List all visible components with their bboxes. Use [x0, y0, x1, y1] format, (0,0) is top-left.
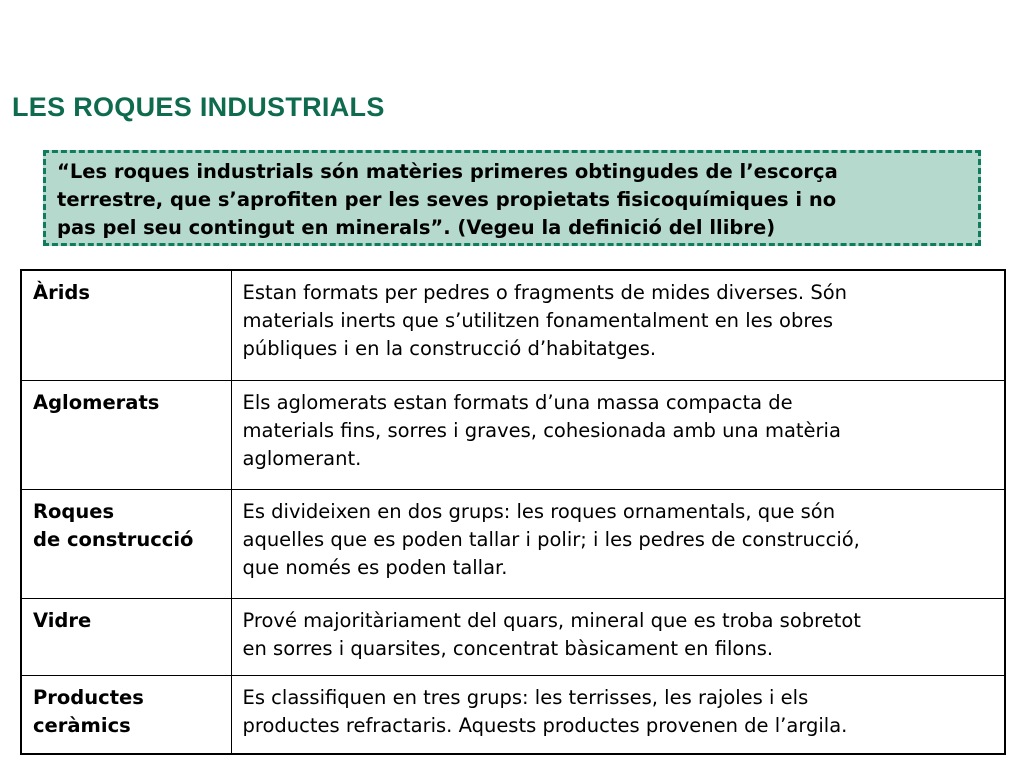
table-row-vidre	[21, 598, 1005, 675]
definition-line: aquelles que es poden tallar i polir; i les pedres de construcció,	[242, 527, 860, 551]
definition-cell	[231, 380, 1005, 489]
definition-line: públiques i en la construcció d’habitatges.	[242, 337, 657, 360]
quote-line: “Les roques industrials són matèries primeres obtingudes de l’escorça	[57, 160, 838, 183]
term-cell	[21, 598, 231, 675]
definition-cell	[231, 489, 1005, 598]
table-row-roques-construccio	[21, 489, 1005, 598]
term-label: Vidre	[33, 608, 92, 632]
term-cell	[21, 675, 231, 754]
definition-cell	[231, 675, 1005, 754]
definition-line: materials inerts que s’utilitzen fonamentalment en les obres	[242, 309, 834, 332]
term-label: de construcció	[33, 527, 194, 551]
term-label: Aglomerats	[33, 390, 160, 414]
term-label: Productes	[33, 685, 144, 709]
definition-cell	[231, 598, 1005, 675]
quote-line: pas pel seu contingut en minerals”. (Vegeu la definició del llibre)	[57, 216, 776, 239]
term-label: Roques	[33, 499, 115, 523]
table-row-arids	[21, 270, 1005, 380]
definition-line: Prové majoritàriament del quars, mineral que es troba sobretot	[242, 608, 861, 632]
term-cell	[21, 270, 231, 380]
table-row-aglomerats	[21, 380, 1005, 489]
term-cell	[21, 489, 231, 598]
definition-line: materials fins, sorres i graves, cohesionada amb una matèria	[242, 418, 841, 442]
definition-cell	[231, 270, 1005, 380]
table-row-productes-ceramics	[21, 675, 1005, 754]
rock-types-table	[20, 269, 1006, 755]
definition-line: que només es poden tallar.	[242, 555, 508, 579]
quote-line: terrestre, que s’aprofiten per les seves propietats fisicoquímiques i no	[57, 188, 837, 211]
definition-line: en sorres i quarsites, concentrat bàsicament en filons.	[242, 636, 774, 660]
definition-quote-box	[43, 150, 981, 246]
definition-line: Es classifiquen en tres grups: les terrisses, les rajoles i els	[242, 685, 809, 709]
definition-line: Es divideixen en dos grups: les roques ornamentals, que són	[242, 499, 836, 523]
definition-line: Estan formats per pedres o fragments de mides diverses. Són	[242, 281, 847, 304]
definition-line: Els aglomerats estan formats d’una massa compacta de	[242, 390, 793, 414]
page-title: LES ROQUES INDUSTRIALS	[12, 92, 385, 122]
term-label: Àrids	[33, 281, 90, 304]
definition-line: aglomerant.	[242, 446, 362, 470]
term-cell	[21, 380, 231, 489]
term-label: ceràmics	[33, 713, 131, 737]
definition-line: productes refractaris. Aquests productes provenen de l’argila.	[242, 713, 848, 737]
